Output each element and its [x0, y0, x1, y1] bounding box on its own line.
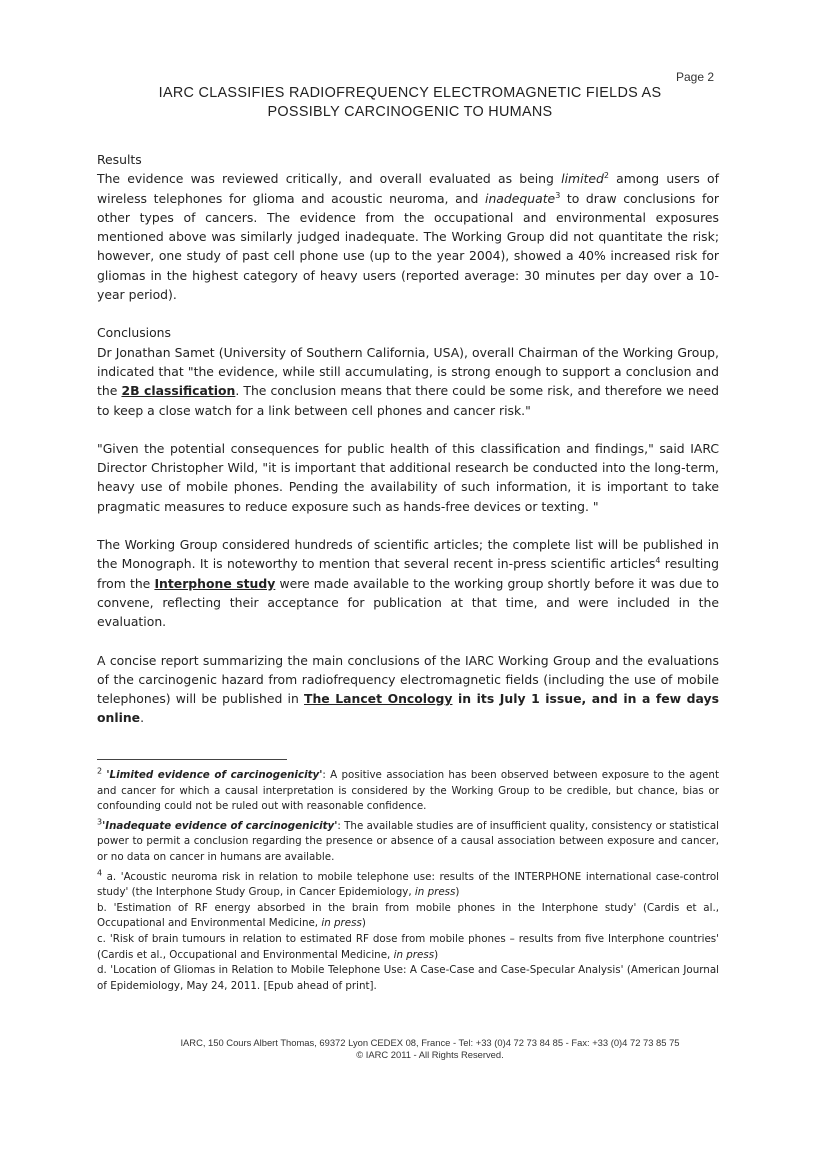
- footnote-3-number: 3: [97, 817, 103, 827]
- conclusions-p4-bold-text: in its July 1 issue, and in a few days online: [97, 691, 719, 726]
- footnote-2-text: : A positive association has been observed between exposure to the agent and cancer for which a causal interpretation is considered by the Working Group to be credible, but chance, bias or confounding could not be ruled out with reasonable confidence.: [97, 769, 719, 813]
- footnote-ref-4[interactable]: 4: [655, 556, 661, 566]
- conclusions-p3-text-b: resulting from the: [97, 556, 719, 591]
- interphone-study-link[interactable]: Interphone study: [154, 575, 276, 591]
- footnote-4b-text: b. 'Estimation of RF energy absorbed in the brain from mobile phones in the Interphone study' (Cardis et al., Occupational and Environmental Medicine,: [97, 901, 719, 930]
- footnote-4c-text: c. 'Risk of brain tumours in relation to estimated RF dose from mobile phones – results from five Interphone countries' (Cardis et al., Occupational and Environmental Medicine,: [97, 932, 719, 961]
- title-line-1: IARC CLASSIFIES RADIOFREQUENCY ELECTROMAGNETIC FIELDS AS: [158, 85, 662, 101]
- footnotes: [97, 768, 719, 994]
- results-heading: Results: [97, 152, 142, 167]
- lancet-oncology-link[interactable]: The Lancet Oncology: [304, 691, 453, 707]
- copyright-end: .: [501, 1049, 504, 1060]
- footnote-ref-3[interactable]: 3: [555, 190, 561, 200]
- footnote-2: [97, 768, 719, 815]
- conclusions-paragraph-3: [97, 535, 719, 631]
- footnote-4d: d. 'Location of Gliomas in Relation to Mobile Telephone Use: A Case-Case and Case-Specular Analysis' (American Journal of Epidemiology, May 24, 2011. [Epub ahead of print].: [97, 964, 719, 992]
- footnote-divider: [97, 759, 287, 760]
- conclusions-paragraph-2: "Given the potential consequences for public health of this classification and findings," said IARC Director Christopher Wild, "it is important that additional research be conducted into the long-term, heavy use of mobile phones. Pending the availability of such information, it is important to take pragmatic measures to reduce exposure such as hands-free devices or texting. ": [97, 440, 719, 514]
- footnote-3: [97, 819, 719, 866]
- conclusions-p4-text-c: .: [140, 710, 145, 726]
- footnote-ref-2[interactable]: 2: [603, 171, 609, 181]
- classification-2b-link[interactable]: 2B classification: [121, 383, 236, 399]
- footnote-4b-end: ): [361, 917, 366, 930]
- footnote-4a-end: ): [455, 886, 460, 899]
- footnote-4-number: 4: [97, 868, 103, 878]
- page-number: Page 2: [676, 70, 715, 84]
- footnote-4a: [97, 870, 719, 901]
- results-text-b: among users of wireless telephones for glioma and acoustic neuroma, and: [97, 171, 719, 206]
- footnote-3-text: : The available studies are of insufficient quality, consistency or statistical power to permit a conclusion regarding the presence or absence of a causal association between exposure and cancer, or no data on cancer in humans are available.: [97, 819, 719, 863]
- rights-reserved-link[interactable]: All Rights Reserved: [418, 1049, 502, 1060]
- conclusions-paragraph-4: [97, 651, 719, 728]
- footnote-4a-text: a. 'Acoustic neuroma risk in relation to mobile telephone use: results of the INTERPHONE international case-control study' (the Interphone Study Group, in Cancer Epidemiology,: [97, 870, 719, 899]
- footnote-2-number: 2: [97, 766, 103, 776]
- conclusions-p3-text-c: were made available to the working group shortly before it was due to convene, reflecting their acceptance for publication at that time, and were included in the evaluation.: [97, 575, 719, 630]
- conclusions-p4-text-a: A concise report summarizing the main conclusions of the IARC Working Group and the evaluations of the carcinogenic hazard from radiofrequency electromagnetic fields (including the use of mobile telephones) will be published in: [97, 652, 719, 707]
- footer-copyright: [100, 1049, 760, 1061]
- conclusions-p3-text-a: The Working Group considered hundreds of scientific articles; the complete list will be published in the Monograph. It is noteworthy to mention that several recent in-press scientific articles: [97, 537, 719, 572]
- results-text-a: The evidence was reviewed critically, and overall evaluated as being: [97, 171, 562, 187]
- title-line-2: POSSIBLY CARCINOGENIC TO HUMANS: [267, 104, 553, 120]
- conclusions-paragraph-1: [97, 343, 719, 420]
- footnote-4c-end: ): [434, 948, 439, 961]
- page-footer: [100, 1037, 760, 1061]
- results-text-c: to draw conclusions for other types of cancers. The evidence from the occupational and environmental exposures mentioned above was similarly judged inadequate. The Working Group did not quantitate the risk; however, one study of past cell phone use (up to the year 2004), showed a 40% increased risk for gliomas in the highest category of heavy users (reported average: 30 minutes per day over a 10-year period).: [97, 190, 720, 303]
- footnote-4c-in-press: in press: [393, 948, 435, 961]
- footnote-4b-in-press: in press: [321, 917, 362, 930]
- article-body: [97, 150, 719, 747]
- conclusions-text-a: Dr Jonathan Samet (University of Southern California, USA), overall Chairman of the Working Group, indicated that "the evidence, while still accumulating, is strong enough to support a conclusion and the: [97, 344, 719, 399]
- page-title: [100, 84, 720, 122]
- footnote-4a-in-press: in press: [414, 886, 456, 899]
- footnote-4c: [97, 932, 719, 963]
- conclusions-heading: Conclusions: [97, 325, 171, 341]
- footnote-2-term: 'Limited evidence of carcinogenicity': [106, 769, 323, 781]
- term-inadequate: inadequate: [485, 190, 556, 206]
- copyright-text: © IARC 2011 -: [356, 1049, 419, 1060]
- term-limited: limited: [561, 171, 604, 187]
- footnote-4b: [97, 901, 719, 932]
- conclusions-text-b: . The conclusion means that there could be some risk, and therefore we need to keep a close watch for a link between cell phones and cancer risk.": [97, 383, 719, 418]
- footnote-3-term: 'Inadequate evidence of carcinogenicity': [102, 819, 338, 832]
- results-paragraph: [97, 169, 719, 304]
- footer-address: IARC, 150 Cours Albert Thomas, 69372 Lyon CEDEX 08, France - Tel: +33 (0)4 72 73 84 85 - Fax: +33 (0)4 72 73 85 75: [180, 1037, 680, 1048]
